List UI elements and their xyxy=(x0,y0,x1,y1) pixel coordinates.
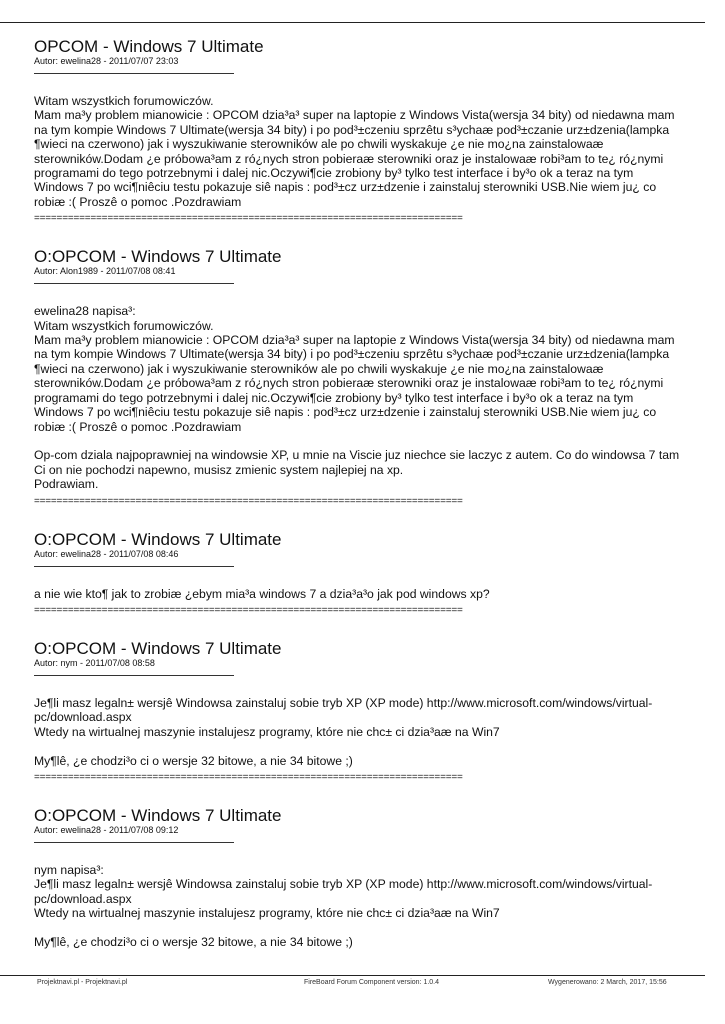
paragraph-gap xyxy=(34,921,694,935)
post-separator: ============================================================================ xyxy=(34,495,463,507)
post-title: O:OPCOM - Windows 7 Ultimate xyxy=(34,529,282,549)
post-paragraph: My¶lê, ¿e chodzi³o ci o wersje 32 bitowe, a nie 34 bitowe ;) xyxy=(34,753,353,768)
post-body xyxy=(34,696,694,768)
post-body xyxy=(34,94,694,209)
post-title: O:OPCOM - Windows 7 Ultimate xyxy=(34,805,282,825)
post-author-meta: Autor: ewelina28 - 2011/07/07 23:03 xyxy=(34,56,179,66)
footer-component-version: FireBoard Forum Component version: 1.0.4 xyxy=(304,979,440,986)
top-rule xyxy=(0,22,705,23)
forum-post xyxy=(34,530,694,617)
post-paragraph: ewelina28 napisa³: Witam wszystkich forumowiczów. Mam ma³y problem mianowicie : OPCOM dzia³a³ super na laptopie z Windows Vista(wersja 34 bity) od niedawna mam na tym kompie Windows 7 Ultimate(wersja 34 bity) i po pod³±czeniu sprzêtu s³ychaæ pod³±czanie urz±dzenia(lampka ¶wieci na czerwono) jak i wyszukiwanie sterowników ale po chwili wyskakuje ¿e nie mo¿na zainstalowaæ sterowników.Dodam ¿e próbowa³am z ró¿nych stron pobieraæ sterowniki oraz je instalowaæ robi³am to te¿ ró¿nymi programami do tego potrzebnymi i dalej nic.Oczywi¶cie zrobiony by³ tylko test interface i by³o ok a teraz na tym Windows 7 po wci¶niêciu testu pokazuje siê napis : pod³±cz urz±dzenie i zainstaluj sterowniki USB.Nie wiem ju¿ co robiæ :( Proszê o pomoc .Pozdrawiam xyxy=(34,304,675,434)
title-underline xyxy=(34,566,234,567)
footer-rule xyxy=(0,975,705,976)
post-title: OPCOM - Windows 7 Ultimate xyxy=(34,37,264,56)
title-underline xyxy=(34,283,234,284)
footer-generated-date: Wygenerowano: 2 March, 2017, 15:56 xyxy=(548,979,667,986)
forum-print-page xyxy=(34,37,694,949)
post-paragraph: Je¶li masz legaln± wersjê Windowsa zainstaluj sobie tryb XP (XP mode) http://www.microsoft.com/windows/virtual- pc/download.aspx Wtedy na wirtualnej maszynie instalujesz programy, które nie chc± ci dzia³aæ na Win7 xyxy=(34,695,653,739)
post-body xyxy=(34,863,694,949)
post-separator: ============================================================================ xyxy=(34,213,463,225)
footer-site-name: Projektnavi.pl - Projektnavi.pl xyxy=(37,979,128,986)
post-author-meta: Autor: ewelina28 - 2011/07/08 09:12 xyxy=(34,824,179,835)
post-separator: ============================================================================ xyxy=(34,771,463,783)
title-underline xyxy=(34,73,234,74)
post-body xyxy=(34,587,694,601)
forum-post xyxy=(34,639,694,784)
post-author-meta: Autor: nym - 2011/07/08 08:58 xyxy=(34,657,155,668)
post-title: O:OPCOM - Windows 7 Ultimate xyxy=(34,638,282,658)
post-title: O:OPCOM - Windows 7 Ultimate xyxy=(34,247,282,267)
title-underline xyxy=(34,675,234,676)
title-underline xyxy=(34,842,234,843)
post-paragraph: Op-com dziala najpoprawniej na windowsie XP, u mnie na Viscie juz niechce sie laczyc z autem. Co do windowsa 7 tam Ci on nie pochodzi napewno, musisz zmienic system najlepiej na xp. Podrawiam. xyxy=(34,448,680,492)
paragraph-gap xyxy=(34,434,694,448)
forum-post xyxy=(34,37,694,225)
forum-post xyxy=(34,247,694,507)
post-author-meta: Autor: Alon1989 - 2011/07/08 08:41 xyxy=(34,266,176,277)
post-body xyxy=(34,304,694,491)
forum-post xyxy=(34,806,694,949)
post-paragraph: Witam wszystkich forumowiczów. Mam ma³y problem mianowicie : OPCOM dzia³a³ super na laptopie z Windows Vista(wersja 34 bity) od niedawna mam na tym kompie Windows 7 Ultimate(wersja 34 bity) i po pod³±czeniu sprzêtu s³ychaæ pod³±czanie urz±dzenia(lampka ¶wieci na czerwono) jak i wyszukiwanie sterowników ale po chwili wyskakuje ¿e nie mo¿na zainstalowaæ sterowników.Dodam ¿e próbowa³am z ró¿nych stron pobieraæ sterowniki oraz je instalowaæ robi³am to te¿ ró¿nymi programami do tego potrzebnymi i dalej nic.Oczywi¶cie zrobiony by³ tylko test interface i by³o ok a teraz na tym Windows 7 po wci¶niêciu testu pokazuje siê napis : pod³±cz urz±dzenie i zainstaluj sterowniki USB.Nie wiem ju¿ co robiæ :( Proszê o pomoc .Pozdrawiam xyxy=(34,94,675,209)
post-paragraph: a nie wie kto¶ jak to zrobiæ ¿ebym mia³a windows 7 a dzia³a³o jak pod windows xp? xyxy=(34,586,490,601)
paragraph-gap xyxy=(34,739,694,753)
post-author-meta: Autor: ewelina28 - 2011/07/08 08:46 xyxy=(34,548,179,559)
post-paragraph: nym napisa³: Je¶li masz legaln± wersjê Windowsa zainstaluj sobie tryb XP (XP mode) http://www.microsoft.com/windows/virtual- pc/download.aspx Wtedy na wirtualnej maszynie instalujesz programy, które nie chc± ci dzia³aæ na Win7 xyxy=(34,862,653,921)
post-separator: ============================================================================ xyxy=(34,604,463,616)
post-paragraph: My¶lê, ¿e chodzi³o ci o wersje 32 bitowe, a nie 34 bitowe ;) xyxy=(34,934,353,949)
